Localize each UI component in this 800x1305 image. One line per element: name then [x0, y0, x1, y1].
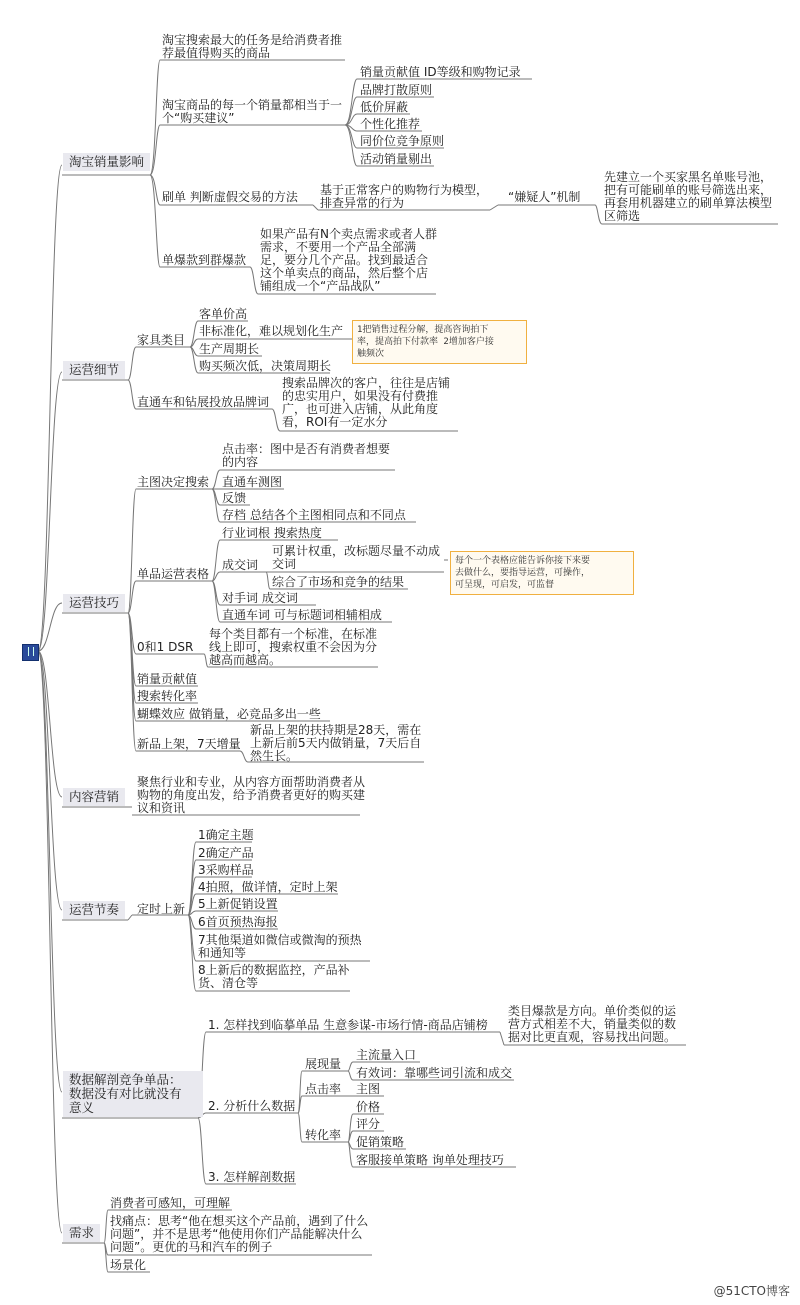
leaf-node[interactable]: 8上新后的数据监控，产品补 货、清仓等	[198, 963, 350, 990]
node-text[interactable]: 3. 怎样解剖数据	[208, 1170, 296, 1184]
branch-operation-rhythm[interactable]: 运营节奏	[63, 901, 125, 919]
node-text[interactable]: 转化率	[305, 1128, 342, 1142]
leaf-node[interactable]: 行业词根 搜索热度	[222, 526, 322, 540]
node-text[interactable]: 刷单 判断虚假交易的方法	[162, 190, 298, 204]
leaf-node[interactable]: 2确定产品	[198, 846, 254, 860]
leaf-node[interactable]: 客服接单策略 询单处理技巧	[356, 1153, 504, 1167]
node-text[interactable]: 如果产品有N个卖点需求或者人群 需求，不要用一个产品全部满 足，要分几个产品。找到最适合 这个单卖点的商品，然后整个店 铺组成一个“产品战队”	[260, 227, 437, 293]
leaf-node[interactable]: 直通车测图	[222, 475, 283, 489]
leaf-node[interactable]: 个性化推荐	[360, 117, 421, 131]
leaf-node[interactable]: 促销策略	[356, 1135, 405, 1149]
leaf-node[interactable]: 反馈	[222, 491, 247, 505]
leaf-node[interactable]: 1确定主题	[198, 828, 254, 842]
leaf-node[interactable]: 可累计权重，改标题尽量不动成 交词	[272, 544, 441, 571]
leaf-node[interactable]: 非标准化，难以规划化生产	[199, 324, 344, 338]
leaf-node[interactable]: 客单价高	[199, 307, 248, 321]
document-icon[interactable]	[22, 644, 39, 661]
leaf-node[interactable]: 购买频次低，决策周期长	[199, 359, 332, 373]
leaf-node[interactable]: 点击率：图中是否有消费者想要 的内容	[222, 442, 391, 469]
leaf-node[interactable]: 销量贡献值 ID等级和购物记录	[360, 65, 521, 79]
leaf-node[interactable]: 主图	[356, 1082, 381, 1096]
branch-data-analysis[interactable]: 数据解剖竞争单品： 数据没有对比就没有 意义	[63, 1071, 203, 1117]
leaf-node[interactable]: 3采购样品	[198, 863, 254, 877]
watermark: @51CTO博客	[713, 1284, 790, 1298]
node-text[interactable]: 单品运营表格	[137, 567, 210, 581]
node-text[interactable]: 展现量	[305, 1057, 342, 1071]
callout-note[interactable]: 1把销售过程分解，提高咨询拍下 率，提高拍下付款率 2增加客户接 触频次	[352, 320, 527, 364]
node-text[interactable]: 淘宝商品的每一个销量都相当于一 个“购买建议”	[162, 98, 343, 125]
leaf-node[interactable]: 价格	[356, 1100, 381, 1114]
node-text[interactable]: 主图决定搜索	[137, 475, 210, 489]
node-text[interactable]: 0和1 DSR	[137, 640, 194, 654]
callout-note[interactable]: 每个一个表格应能告诉你接下来要 去做什么，要指导运营，可操作， 可呈现，可启发，可监督	[450, 551, 634, 595]
node-text[interactable]: “嫌疑人”机制	[508, 190, 581, 204]
leaf-node[interactable]: 评分	[356, 1117, 381, 1131]
node-text[interactable]: 2. 分析什么数据	[208, 1099, 296, 1113]
leaf-node[interactable]: 综合了市场和竞争的结果	[272, 575, 405, 589]
node-text[interactable]: 新品上架的扶持期是28天，需在 上新后前5天内做销量，7天后自 然生长。	[250, 723, 422, 763]
leaf-node[interactable]: 品牌打散原则	[360, 83, 433, 97]
branch-content-marketing[interactable]: 内容营销	[63, 788, 125, 806]
node-text[interactable]: 家具类目	[137, 333, 186, 347]
node-text[interactable]: 基于正常客户的购物行为模型， 排查异常的行为	[320, 183, 489, 210]
branch-demand[interactable]: 需求	[63, 1224, 100, 1242]
node-text[interactable]: 聚焦行业和专业，从内容方面帮助消费者从 购物的角度出发，给予消费者更好的购买建 议和资讯	[137, 775, 366, 815]
leaf-node[interactable]: 有效词：靠哪些词引流和成交	[356, 1066, 513, 1080]
leaf-node[interactable]: 主流量入口	[356, 1048, 417, 1062]
node-text[interactable]: 新品上架，7天增量	[137, 737, 241, 751]
node-text[interactable]: 点击率	[305, 1082, 342, 1096]
leaf-node[interactable]: 成交词	[222, 558, 259, 572]
leaf-node[interactable]: 找痛点：思考“他在想买这个产品前，遇到了什么 问题”，并不是思考“他使用你们产品能解决什么 问题”。更优的马和汽车的例子	[110, 1214, 369, 1254]
node-text[interactable]: 搜索转化率	[137, 689, 198, 703]
branch-operation-details[interactable]: 运营细节	[63, 361, 125, 379]
leaf-node[interactable]: 直通车词 可与标题词相辅相成	[222, 608, 382, 622]
node-text[interactable]: 单爆款到群爆款	[162, 253, 247, 267]
leaf-node[interactable]: 4拍照，做详情，定时上架	[198, 880, 338, 894]
leaf-node[interactable]: 存档 总结各个主图相同点和不同点	[222, 508, 406, 522]
node-text[interactable]: 销量贡献值	[137, 672, 198, 686]
node-text[interactable]: 类目爆款是方向。单价类似的运 营方式相差不大，销量类似的数 据对比更直观，容易找出问题。	[508, 1004, 677, 1044]
leaf-node[interactable]: 7其他渠道如微信或微淘的预热 和通知等	[198, 933, 362, 960]
branch-operation-skills[interactable]: 运营技巧	[63, 594, 125, 612]
node-text[interactable]: 蝴蝶效应 做销量，必竞品多出一些	[137, 707, 321, 721]
node-text[interactable]: 直通车和钻展投放品牌词	[137, 395, 270, 409]
node-text[interactable]: 先建立一个买家黑名单账号池， 把有可能刷单的账号筛选出来， 再套用机器建立的刷单算法模型 区筛选	[604, 170, 773, 223]
node-text[interactable]: 1. 怎样找到临摹单品 生意参谋-市场行情-商品店铺榜	[208, 1018, 488, 1032]
leaf-node[interactable]: 场景化	[110, 1258, 147, 1272]
leaf-node[interactable]: 消费者可感知，可理解	[110, 1196, 231, 1210]
node-text[interactable]: 定时上新	[137, 902, 186, 916]
node-text[interactable]: 淘宝搜索最大的任务是给消费者推 荐最值得购买的商品	[162, 33, 343, 60]
leaf-node[interactable]: 6首页预热海报	[198, 915, 278, 929]
node-text[interactable]: 每个类目都有一个标准，在标准 线上即可，搜索权重不会因为分 越高而越高。	[209, 627, 378, 667]
leaf-node[interactable]: 生产周期长	[199, 342, 260, 356]
branch-taobao-sales[interactable]: 淘宝销量影响	[63, 153, 150, 171]
leaf-node[interactable]: 5上新促销设置	[198, 897, 278, 911]
leaf-node[interactable]: 低价屏蔽	[360, 100, 409, 114]
leaf-node[interactable]: 对手词 成交词	[222, 591, 298, 605]
leaf-node[interactable]: 同价位竞争原则	[360, 134, 445, 148]
node-text[interactable]: 搜索品牌次的客户，往往是店铺 的忠实用户，如果没有付费推 广，也可进入店铺，从此角度 看，ROI有一定水分	[282, 376, 451, 429]
leaf-node[interactable]: 活动销量剔出	[360, 152, 433, 166]
